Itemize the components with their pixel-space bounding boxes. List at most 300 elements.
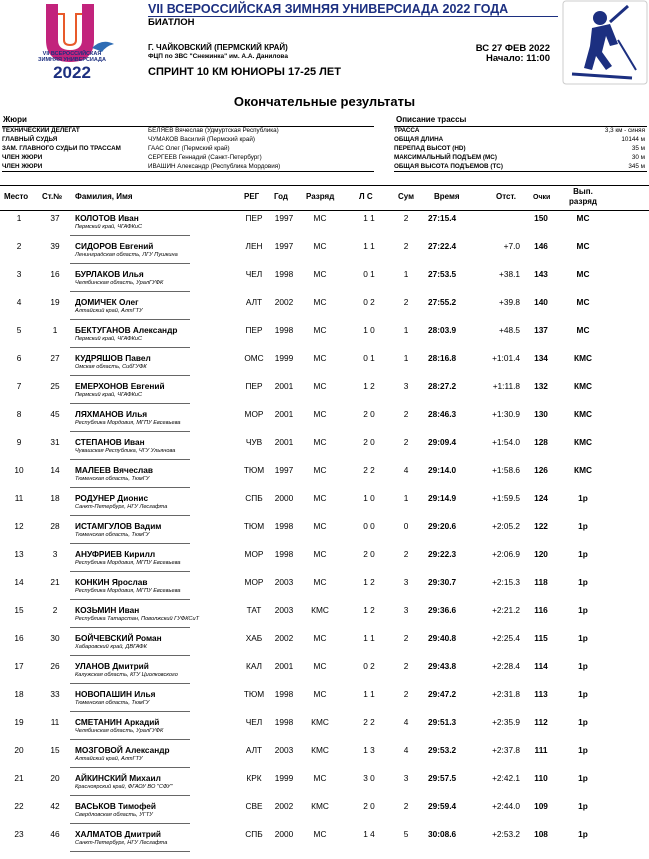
jury-role: ГЛАВНЫЙ СУДЬЯ xyxy=(2,135,58,143)
row-divider xyxy=(70,347,190,348)
time: 29:40.8 xyxy=(428,633,457,643)
year: 2001 xyxy=(274,437,294,447)
earned-rank: КМС xyxy=(574,353,592,363)
rank: КМС xyxy=(311,717,329,727)
bib: 28 xyxy=(50,521,60,531)
table-row xyxy=(0,825,649,853)
bib: 30 xyxy=(50,633,60,643)
penalties: 1 xyxy=(403,269,409,279)
jury-role: ЧЛЕН ЖЮРИ xyxy=(2,162,43,170)
points: 118 xyxy=(534,577,548,587)
rank: МС xyxy=(313,437,327,447)
earned-rank: МС xyxy=(576,241,590,251)
place: 11 xyxy=(14,493,24,503)
penalties: 4 xyxy=(403,465,409,475)
behind: +1:58.6 xyxy=(492,465,520,475)
year: 1999 xyxy=(274,353,294,363)
region: ПЕР xyxy=(245,213,263,223)
year: 2002 xyxy=(274,297,294,307)
penalties: 4 xyxy=(403,717,409,727)
table-row xyxy=(0,377,649,405)
track-table xyxy=(394,126,647,172)
col-region: РЕГ xyxy=(244,192,260,201)
table-row xyxy=(0,741,649,769)
table-row xyxy=(0,461,649,489)
athlete-name: ИСТАМГУЛОВ Вадим xyxy=(75,521,162,531)
behind: +2:21.2 xyxy=(492,605,520,615)
behind: +7.0 xyxy=(503,241,520,251)
points: 150 xyxy=(534,213,548,223)
athlete-club: Омская область, СибГУФК xyxy=(75,364,147,370)
event-title: VII ВСЕРОССИЙСКАЯ ЗИМНЯЯ УНИВЕРСИАДА 2022 ГОДА xyxy=(148,2,509,16)
points: 110 xyxy=(534,773,548,783)
biathlon-pictogram xyxy=(562,0,648,85)
penalties: 2 xyxy=(403,437,409,447)
year: 2003 xyxy=(274,605,294,615)
row-divider xyxy=(70,655,190,656)
region: ТАТ xyxy=(246,605,262,615)
table-row xyxy=(0,629,649,657)
header-divider xyxy=(148,16,558,17)
track-row xyxy=(394,145,647,154)
penalties: 3 xyxy=(403,577,409,587)
behind: +2:37.8 xyxy=(492,745,520,755)
penalties: 2 xyxy=(403,409,409,419)
track-row xyxy=(394,163,647,172)
time: 29:20.6 xyxy=(428,521,457,531)
row-divider xyxy=(70,571,190,572)
athlete-name: БУРЛАКОВ Илья xyxy=(75,269,144,279)
rank: МС xyxy=(313,829,327,839)
track-row xyxy=(394,136,647,145)
behind: +2:15.3 xyxy=(492,577,520,587)
row-divider xyxy=(70,291,190,292)
place: 14 xyxy=(14,577,24,587)
bib: 39 xyxy=(50,241,60,251)
rank: МС xyxy=(313,773,327,783)
shooting: 1 1 xyxy=(363,633,375,643)
jury-name: ИВАШИН Александр (Республика Мордовия) xyxy=(148,162,281,170)
athlete-club: Челябинская область, УралГУФК xyxy=(75,728,164,734)
place: 16 xyxy=(14,633,24,643)
region: ОМС xyxy=(244,353,264,363)
jury-row xyxy=(2,127,374,136)
athlete-club: Свердловская область, УГТУ xyxy=(75,812,153,818)
rank: МС xyxy=(313,353,327,363)
year: 1999 xyxy=(274,773,294,783)
year: 2001 xyxy=(274,409,294,419)
time: 29:14.9 xyxy=(428,493,457,503)
penalties: 2 xyxy=(403,549,409,559)
athlete-name: АЙКИНСКИЙ Михаил xyxy=(75,773,161,783)
year: 2003 xyxy=(274,577,294,587)
points: 114 xyxy=(534,661,548,671)
track-label: Описание трассы xyxy=(396,115,467,124)
behind: +1:01.4 xyxy=(492,353,520,363)
row-divider xyxy=(70,235,190,236)
results-header xyxy=(0,185,649,211)
rank: КМС xyxy=(311,801,329,811)
behind: +2:35.9 xyxy=(492,717,520,727)
start-time: Начало: 11:00 xyxy=(486,53,550,64)
athlete-name: МОЗГОВОЙ Александр xyxy=(75,745,170,755)
shooting: 1 0 xyxy=(363,493,375,503)
year: 1998 xyxy=(274,521,294,531)
bib: 46 xyxy=(50,829,60,839)
behind: +1:11.8 xyxy=(492,381,520,391)
track-key: ПЕРЕПАД ВЫСОТ (HD) xyxy=(394,144,466,152)
time: 28:03.9 xyxy=(428,325,457,335)
table-row xyxy=(0,797,649,825)
col-earned-1: Вып. xyxy=(573,187,593,196)
place: 5 xyxy=(16,325,22,335)
rank: КМС xyxy=(311,605,329,615)
sport-name: БИАТЛОН xyxy=(148,17,195,28)
athlete-club: Пермский край, ЧГАФКиС xyxy=(75,392,143,398)
earned-rank: 1р xyxy=(578,717,588,727)
shooting: 2 2 xyxy=(363,717,375,727)
region: МОР xyxy=(244,409,264,419)
athlete-name: ЛЯХМАНОВ Илья xyxy=(75,409,148,419)
earned-rank: МС xyxy=(576,213,590,223)
penalties: 0 xyxy=(403,521,409,531)
place: 19 xyxy=(14,717,24,727)
region: ХАБ xyxy=(245,633,263,643)
athlete-name: СТЕПАНОВ Иван xyxy=(75,437,145,447)
behind: +1:54.0 xyxy=(492,437,520,447)
row-divider xyxy=(70,823,190,824)
bib: 25 xyxy=(50,381,60,391)
biathlete-icon xyxy=(562,0,648,85)
athlete-club: Санкт-Петербург, НГУ Лесгафта xyxy=(75,504,168,510)
athlete-club: Республика Татарстан, Поволжский ГУФКСиТ xyxy=(75,616,199,622)
track-value: 35 м xyxy=(631,144,645,152)
penalties: 1 xyxy=(403,493,409,503)
col-points: Очки xyxy=(533,194,551,201)
athlete-name: МАЛЕЕВ Вячеслав xyxy=(75,465,153,475)
penalties: 5 xyxy=(403,829,409,839)
earned-rank: 1р xyxy=(578,577,588,587)
earned-rank: 1р xyxy=(578,773,588,783)
place: 10 xyxy=(14,465,24,475)
earned-rank: МС xyxy=(576,269,590,279)
jury-name: ГААС Олег (Пермский край) xyxy=(148,144,230,152)
bib: 42 xyxy=(50,801,60,811)
behind: +2:42.1 xyxy=(492,773,520,783)
shooting: 2 0 xyxy=(363,549,375,559)
race-date: ВС 27 ФЕВ 2022 xyxy=(475,43,550,54)
athlete-name: НОВОПАШИН Илья xyxy=(75,689,156,699)
table-row xyxy=(0,209,649,237)
time: 29:36.6 xyxy=(428,605,457,615)
place: 3 xyxy=(16,269,22,279)
table-row xyxy=(0,657,649,685)
logo-line1: VII ВСЕРОССИЙСКАЯ xyxy=(42,51,102,57)
time: 29:47.2 xyxy=(428,689,457,699)
behind: +39.8 xyxy=(499,297,520,307)
jury-row xyxy=(2,154,374,163)
place: 1 xyxy=(16,213,22,223)
bib: 26 xyxy=(50,661,60,671)
place: 4 xyxy=(16,297,22,307)
bib: 37 xyxy=(50,213,60,223)
athlete-club: Красноярский край, ФГАОУ ВО "СФУ" xyxy=(75,784,173,790)
points: 124 xyxy=(534,493,548,503)
rank: МС xyxy=(313,549,327,559)
earned-rank: 1р xyxy=(578,521,588,531)
points: 128 xyxy=(534,437,548,447)
col-place: Место xyxy=(4,192,29,201)
earned-rank: КМС xyxy=(574,381,592,391)
shooting: 1 2 xyxy=(363,577,375,587)
table-row xyxy=(0,321,649,349)
points: 132 xyxy=(534,381,548,391)
jury-row xyxy=(2,163,374,172)
earned-rank: КМС xyxy=(574,409,592,419)
shooting: 0 2 xyxy=(363,297,375,307)
year: 1998 xyxy=(274,717,294,727)
athlete-name: РОДУНЕР Дионис xyxy=(75,493,149,503)
col-penalties: Сум xyxy=(398,192,415,201)
points: 126 xyxy=(534,465,548,475)
region: ЧУВ xyxy=(245,437,263,447)
athlete-name: ДОМИЧЕК Олег xyxy=(75,297,139,307)
place: 20 xyxy=(14,745,24,755)
region: МОР xyxy=(244,549,264,559)
time: 29:53.2 xyxy=(428,745,457,755)
bib: 2 xyxy=(52,605,58,615)
shooting: 2 0 xyxy=(363,437,375,447)
bib: 15 xyxy=(50,745,60,755)
track-row xyxy=(394,154,647,163)
jury-role: ЧЛЕН ЖЮРИ xyxy=(2,153,43,161)
behind: +1:30.9 xyxy=(492,409,520,419)
col-rank: Разряд xyxy=(306,192,335,201)
athlete-name: БЕКТУГАНОВ Александр xyxy=(75,325,178,335)
place: 15 xyxy=(14,605,24,615)
table-row xyxy=(0,545,649,573)
earned-rank: МС xyxy=(576,297,590,307)
time: 27:22.4 xyxy=(428,241,457,251)
points: 116 xyxy=(534,605,548,615)
place: 7 xyxy=(16,381,22,391)
place: 8 xyxy=(16,409,22,419)
time: 29:14.0 xyxy=(428,465,457,475)
year: 2000 xyxy=(274,493,294,503)
logo-line2: ЗИМНЯЯ УНИВЕРСИАДА xyxy=(38,57,106,63)
row-divider xyxy=(70,375,190,376)
place: 17 xyxy=(14,661,24,671)
time: 29:30.7 xyxy=(428,577,457,587)
row-divider xyxy=(70,683,190,684)
time: 28:16.8 xyxy=(428,353,457,363)
earned-rank: 1р xyxy=(578,745,588,755)
bib: 31 xyxy=(50,437,60,447)
bib: 16 xyxy=(50,269,60,279)
shooting: 1 3 xyxy=(363,745,375,755)
points: 109 xyxy=(534,801,548,811)
athlete-club: Пермский край, ЧГАФКиС xyxy=(75,224,143,230)
time: 29:57.5 xyxy=(428,773,457,783)
penalties: 2 xyxy=(403,633,409,643)
table-row xyxy=(0,573,649,601)
region: ПЕР xyxy=(245,381,263,391)
track-key: ТРАССА xyxy=(394,127,420,134)
rank: МС xyxy=(313,633,327,643)
jury-name: БЕЛЯЕВ Вячеслав (Удмуртская Республика) xyxy=(148,127,279,134)
earned-rank: КМС xyxy=(574,465,592,475)
region: ЧЕЛ xyxy=(245,717,263,727)
shooting: 0 1 xyxy=(363,353,375,363)
athlete-name: УЛАНОВ Дмитрий xyxy=(75,661,149,671)
athlete-name: ВАСЬКОВ Тимофей xyxy=(75,801,156,811)
row-divider xyxy=(70,403,190,404)
row-divider xyxy=(70,711,190,712)
points: 140 xyxy=(534,297,548,307)
table-row xyxy=(0,517,649,545)
athlete-club: Тюменская область, ТюмГУ xyxy=(75,700,150,706)
athlete-name: СИДОРОВ Евгений xyxy=(75,241,154,251)
rank: МС xyxy=(313,465,327,475)
shooting: 1 4 xyxy=(363,829,375,839)
time: 28:46.3 xyxy=(428,409,457,419)
earned-rank: 1р xyxy=(578,493,588,503)
col-time: Время xyxy=(434,192,460,201)
shooting: 1 1 xyxy=(363,241,375,251)
athlete-club: Ленинградская область, ЛГУ Пушкина xyxy=(75,252,178,258)
earned-rank: 1р xyxy=(578,661,588,671)
time: 30:08.6 xyxy=(428,829,457,839)
athlete-club: Пермский край, ЧГАФКиС xyxy=(75,336,143,342)
points: 146 xyxy=(534,241,548,251)
jury-table xyxy=(2,126,374,172)
rank: МС xyxy=(313,241,327,251)
shooting: 2 0 xyxy=(363,801,375,811)
rank: МС xyxy=(313,213,327,223)
athlete-name: ЕМЕРХОНОВ Евгений xyxy=(75,381,165,391)
bib: 45 xyxy=(50,409,60,419)
track-value: 345 м xyxy=(628,162,645,170)
athlete-name: СМЕТАНИН Аркадий xyxy=(75,717,160,727)
rank: МС xyxy=(313,521,327,531)
jury-role: ЗАМ. ГЛАВНОГО СУДЬИ ПО ТРАССАМ xyxy=(2,144,121,152)
time: 29:09.4 xyxy=(428,437,457,447)
venue: ФЦП по ЗВС "Снежинка" им. А.А. Данилова xyxy=(148,53,288,60)
region: СПБ xyxy=(245,829,263,839)
rank: КМС xyxy=(311,745,329,755)
athlete-name: КОЛОТОВ Иван xyxy=(75,213,139,223)
bib: 19 xyxy=(50,297,60,307)
table-row xyxy=(0,405,649,433)
shooting: 3 0 xyxy=(363,773,375,783)
jury-name: ЧУМАКОВ Василий (Пермский край) xyxy=(148,135,255,143)
athlete-club: Алтайский край, АлтГТУ xyxy=(75,756,143,762)
earned-rank: 1р xyxy=(578,829,588,839)
rank: МС xyxy=(313,409,327,419)
year: 1997 xyxy=(274,465,294,475)
earned-rank: КМС xyxy=(574,437,592,447)
shooting: 0 2 xyxy=(363,661,375,671)
year: 1998 xyxy=(274,269,294,279)
col-year: Год xyxy=(274,192,288,201)
region: ПЕР xyxy=(245,325,263,335)
rank: МС xyxy=(313,493,327,503)
place: 22 xyxy=(14,801,24,811)
region: ЛЕН xyxy=(245,241,263,251)
bib: 27 xyxy=(50,353,60,363)
track-value: 30 м xyxy=(631,153,645,161)
row-divider xyxy=(70,627,190,628)
row-divider xyxy=(70,767,190,768)
jury-role: ТЕХНИЧЕСКИЙ ДЕЛЕГАТ xyxy=(2,127,80,134)
year: 1997 xyxy=(274,241,294,251)
penalties: 2 xyxy=(403,689,409,699)
place: 12 xyxy=(14,521,24,531)
behind: +2:05.2 xyxy=(492,521,520,531)
behind: +2:53.2 xyxy=(492,829,520,839)
track-value: 3,3 км - синяя xyxy=(604,127,645,134)
col-name: Фамилия, Имя xyxy=(75,192,133,201)
race-name: СПРИНТ 10 КМ ЮНИОРЫ 17-25 ЛЕТ xyxy=(148,66,341,78)
place: 6 xyxy=(16,353,22,363)
region: ТЮМ xyxy=(243,465,265,475)
time: 29:51.3 xyxy=(428,717,457,727)
table-row xyxy=(0,293,649,321)
row-divider xyxy=(70,851,190,852)
track-key: ОБЩАЯ ВЫСОТА ПОДЪЕМОВ (ТС) xyxy=(394,162,503,170)
behind: +2:28.4 xyxy=(492,661,520,671)
athlete-club: Алтайский край, АлтГТУ xyxy=(75,308,143,314)
track-value: 10144 м xyxy=(621,135,645,143)
results-title: Окончательные результаты xyxy=(233,94,416,109)
time: 29:59.4 xyxy=(428,801,457,811)
logo-year: 2022 xyxy=(53,63,91,82)
time: 27:15.4 xyxy=(428,213,457,223)
athlete-name: АНУФРИЕВ Кирилл xyxy=(75,549,156,559)
shooting: 0 1 xyxy=(363,269,375,279)
table-row xyxy=(0,349,649,377)
region: СВЕ xyxy=(245,801,263,811)
jury-row xyxy=(2,145,374,154)
rank: МС xyxy=(313,325,327,335)
col-shooting: Л С xyxy=(359,192,373,201)
row-divider xyxy=(70,319,190,320)
year: 2001 xyxy=(274,381,294,391)
region: ТЮМ xyxy=(243,689,265,699)
bib: 11 xyxy=(50,717,60,727)
year: 1998 xyxy=(274,325,294,335)
earned-rank: 1р xyxy=(578,605,588,615)
table-row xyxy=(0,433,649,461)
region: СПБ xyxy=(245,493,263,503)
shooting: 1 1 xyxy=(363,213,375,223)
athlete-club: Республика Мордовия, МГПУ Евсевьева xyxy=(75,420,181,426)
earned-rank: 1р xyxy=(578,549,588,559)
behind: +2:06.9 xyxy=(492,549,520,559)
place: 21 xyxy=(14,773,24,783)
behind: +1:59.5 xyxy=(492,493,520,503)
table-row xyxy=(0,237,649,265)
year: 1998 xyxy=(274,689,294,699)
rank: МС xyxy=(313,689,327,699)
points: 130 xyxy=(534,409,548,419)
penalties: 3 xyxy=(403,605,409,615)
behind: +48.5 xyxy=(499,325,520,335)
athlete-club: Хабаровский край, ДВГАФК xyxy=(75,644,147,650)
athlete-name: КОНКИН Ярослав xyxy=(75,577,148,587)
points: 137 xyxy=(534,325,548,335)
table-row xyxy=(0,601,649,629)
